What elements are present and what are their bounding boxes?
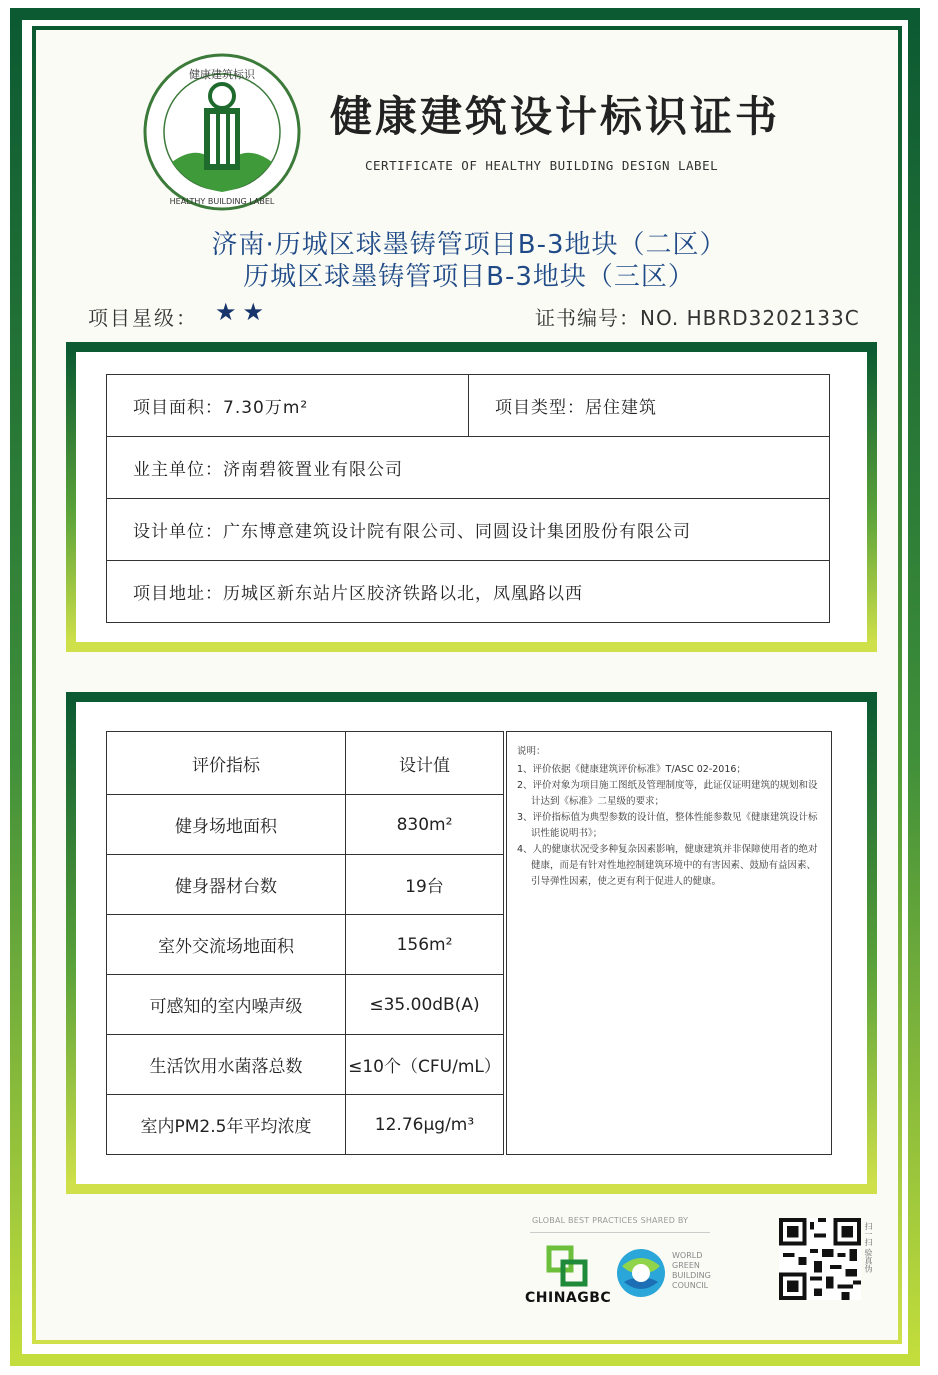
indicator-cell: 健身场地面积 bbox=[107, 795, 346, 855]
notes-panel bbox=[506, 731, 832, 1155]
value-cell: ≤10个（CFU/mL） bbox=[346, 1035, 504, 1095]
project-info-table bbox=[106, 374, 830, 623]
value-cell: ≤35.00dB(A) bbox=[346, 975, 504, 1035]
certificate-number: 证书编号：NO. HBRD3202133C bbox=[535, 306, 860, 330]
chinagbc-text: CHINAGBC bbox=[525, 1290, 612, 1306]
table-row bbox=[107, 1095, 504, 1155]
project-address: 项目地址：历城区新东站片区胶济铁路以北，凤凰路以西 bbox=[107, 561, 830, 623]
indicator-cell: 健身器材台数 bbox=[107, 855, 346, 915]
project-name-line-2: 历城区球墨铸管项目B-3地块（三区） bbox=[243, 262, 695, 292]
qr-code[interactable] bbox=[779, 1218, 861, 1300]
indicator-cell: 室外交流场地面积 bbox=[107, 915, 346, 975]
notes-title: 说明： bbox=[517, 746, 546, 757]
indicator-cell: 生活饮用水菌落总数 bbox=[107, 1035, 346, 1095]
project-name-line-1: 济南·历城区球墨铸管项目B-3地块（二区） bbox=[211, 230, 727, 260]
certificate-title: 健康建筑设计标识证书 bbox=[330, 92, 781, 141]
chinagbc-logo-icon bbox=[545, 1244, 589, 1288]
divider bbox=[530, 1232, 710, 1233]
note-item: 2、评价对象为项目施工图纸及管理制度等，此证仅证明建筑的规划和设计达到《标准》二星级的要求； bbox=[517, 780, 818, 807]
value-cell: 830m² bbox=[346, 795, 504, 855]
table-row bbox=[107, 915, 504, 975]
wgbc-line: GREEN bbox=[672, 1261, 700, 1270]
value-cell: 19台 bbox=[346, 855, 504, 915]
note-item: 4、人的健康状况受多种复杂因素影响，健康建筑并非保障使用者的绝对健康，而是有针对性地控制建筑环境中的有害因素、鼓励有益因素、引导弹性因素，使之更有利于促进人的健康。 bbox=[517, 844, 818, 887]
project-area: 项目面积：7.30万m² bbox=[107, 375, 469, 437]
evaluation-table bbox=[106, 731, 504, 1155]
note-item: 3、评价指标值为典型参数的设计值，整体性能参数见《健康建筑设计标识性能说明书》； bbox=[517, 812, 818, 839]
star-rating: ★★ bbox=[215, 298, 271, 326]
star-rating-label: 项目星级： bbox=[88, 306, 198, 330]
scan-verify-text: 扫一扫 验真伪 bbox=[864, 1222, 873, 1273]
wgbc-line: BUILDING bbox=[672, 1271, 711, 1280]
table-row bbox=[107, 975, 504, 1035]
global-practices-text: GLOBAL BEST PRACTICES SHARED BY bbox=[532, 1216, 689, 1225]
project-type: 项目类型：居住建筑 bbox=[469, 375, 830, 437]
certificate-subtitle: CERTIFICATE OF HEALTHY BUILDING DESIGN LABEL bbox=[365, 158, 719, 173]
header-indicator: 评价指标 bbox=[107, 732, 346, 795]
value-cell: 12.76μg/m³ bbox=[346, 1095, 504, 1155]
indicator-cell: 可感知的室内噪声级 bbox=[107, 975, 346, 1035]
logo-text-bottom: HEALTHY BUILDING LABEL bbox=[169, 197, 275, 206]
design-unit: 设计单位：广东博意建筑设计院有限公司、同圆设计集团股份有限公司 bbox=[107, 499, 830, 561]
wgbc-line: WORLD bbox=[672, 1251, 703, 1260]
logo-text-top: 健康建筑标识 bbox=[189, 68, 255, 81]
wgbc-text bbox=[672, 1251, 711, 1291]
table-row bbox=[107, 1035, 504, 1095]
value-cell: 156m² bbox=[346, 915, 504, 975]
header-value: 设计值 bbox=[346, 732, 504, 795]
indicator-cell: 室内PM2.5年平均浓度 bbox=[107, 1095, 346, 1155]
table-row bbox=[107, 795, 504, 855]
wgbc-line: COUNCIL bbox=[672, 1281, 709, 1290]
table-row bbox=[107, 855, 504, 915]
wgbc-globe-icon bbox=[614, 1246, 668, 1300]
note-item: 1、评价依据《健康建筑评价标准》T/ASC 02-2016； bbox=[517, 764, 746, 775]
healthy-building-logo bbox=[142, 52, 302, 212]
owner-unit: 业主单位：济南碧筱置业有限公司 bbox=[107, 437, 830, 499]
